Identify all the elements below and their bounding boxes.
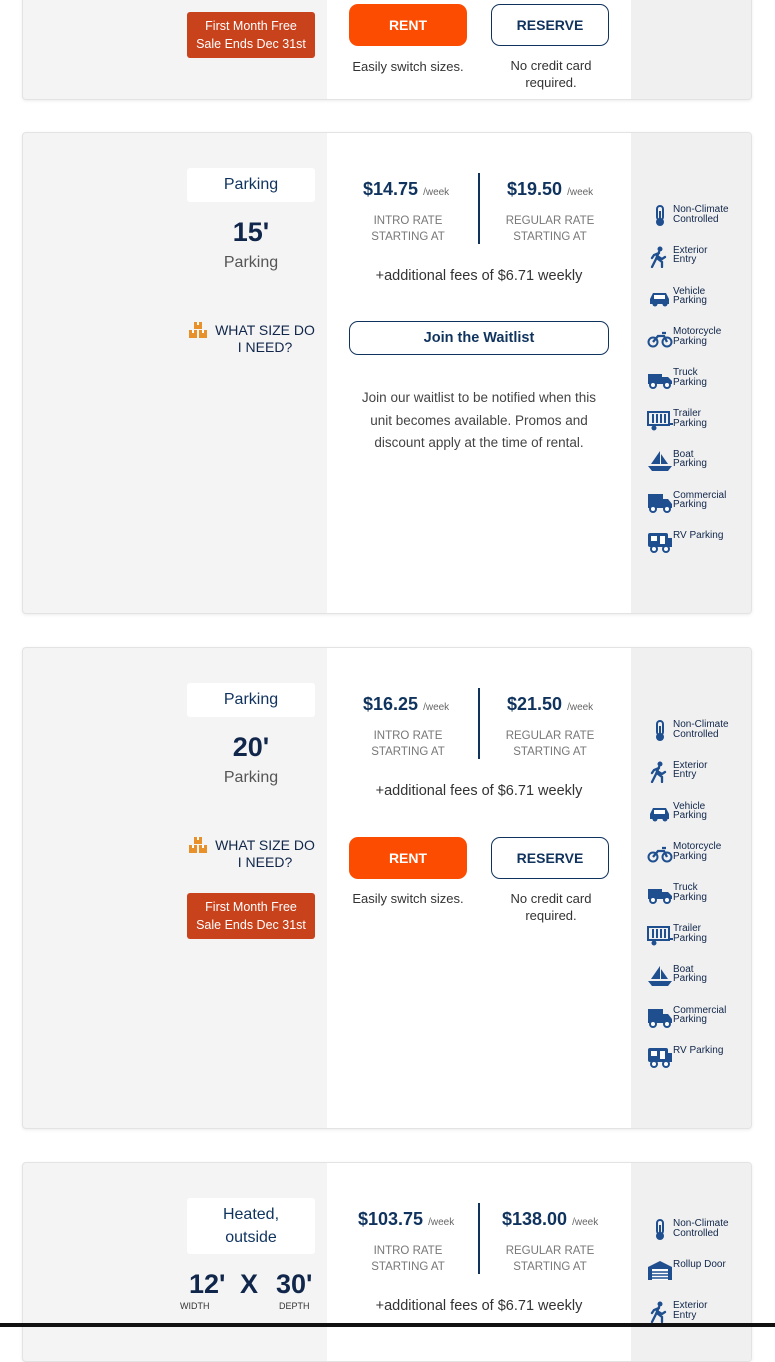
feature-rollup-door [647, 1256, 747, 1286]
promo-badge [187, 12, 315, 58]
feature-label: Motorcycle Parking [673, 841, 722, 862]
features-column [631, 648, 751, 1128]
rollup-door-icon [647, 1260, 673, 1282]
unit-size-subtitle: Parking [223, 769, 279, 786]
feature-boat [647, 961, 747, 991]
what-size-text: WHAT SIZE DO I NEED? [215, 837, 315, 870]
feature-motorcycle [647, 323, 747, 353]
feature-label: Non-Climate Controlled [673, 719, 729, 740]
unit-card-2 [22, 647, 752, 1129]
rent-button[interactable]: RENT [349, 4, 467, 46]
boxes-icon [189, 322, 207, 338]
additional-fees: +additional fees of $6.71 weekly [375, 1298, 583, 1314]
promo-line-1: First Month Free [205, 900, 297, 914]
regular-price: $21.50 /week [507, 694, 594, 714]
truck-icon [647, 368, 673, 390]
feature-commercial-truck [647, 1002, 747, 1032]
feature-label: Vehicle Parking [673, 800, 707, 822]
feature-label: Trailer Parking [673, 408, 707, 429]
intro-rate-label: INTRO RATE STARTING AT [371, 730, 445, 758]
reserve-note: No credit card required. [510, 58, 592, 90]
feature-label: Exterior Entry [673, 759, 708, 781]
feature-label: Non-Climate Controlled [673, 1218, 729, 1239]
boxes-icon [189, 837, 207, 853]
feature-commercial-truck [647, 487, 747, 517]
feature-boat [647, 446, 747, 476]
walking-person-icon [647, 1301, 673, 1323]
depth-label: DEPTH [279, 1301, 310, 1311]
unit-type-label: Heated, outside [187, 1198, 315, 1254]
trailer-icon [647, 409, 673, 431]
reserve-note: No credit card required. [510, 891, 592, 923]
feature-car [647, 283, 747, 313]
feature-label: Boat Parking [673, 448, 707, 470]
walking-person-icon [647, 246, 673, 268]
regular-rate-label: REGULAR RATE STARTING AT [505, 215, 595, 243]
feature-thermometer [647, 716, 747, 746]
additional-fees: +additional fees of $6.71 weekly [375, 268, 583, 284]
rent-note: Easily switch sizes. [352, 891, 464, 906]
motorcycle-icon [647, 327, 673, 349]
feature-trailer [647, 920, 747, 950]
price-divider [478, 1203, 480, 1274]
intro-rate-label: INTRO RATE STARTING AT [371, 215, 445, 243]
feature-label: Truck Parking [673, 367, 707, 388]
commercial-truck-icon [647, 491, 673, 513]
feature-label: Commercial Parking [673, 489, 727, 511]
regular-rate-label: REGULAR RATE STARTING AT [505, 1245, 595, 1273]
thermometer-icon [647, 1219, 673, 1241]
feature-label: Truck Parking [673, 882, 707, 903]
feature-label: RV Parking [673, 1045, 724, 1057]
intro-price: $14.75 /week [363, 179, 450, 199]
car-icon [647, 802, 673, 824]
boat-icon [647, 965, 673, 987]
promo-line-2: Sale Ends Dec 31st [196, 37, 306, 51]
unit-type-label: Parking [187, 683, 315, 717]
intro-price: $103.75 /week [358, 1209, 455, 1229]
motorcycle-icon [647, 842, 673, 864]
bottom-edge [0, 1323, 775, 1327]
features-column [631, 1163, 751, 1361]
rv-icon [647, 1046, 673, 1068]
regular-price: $138.00 /week [502, 1209, 599, 1229]
feature-truck [647, 364, 747, 394]
intro-rate-label: INTRO RATE STARTING AT [371, 1245, 445, 1273]
feature-rv [647, 1042, 747, 1072]
unit-type-label: Parking [187, 168, 315, 202]
price-divider [478, 688, 480, 759]
waitlist-note: Join our waitlist to be notified when this unit becomes available. Promos and discount apply at the time of rental. [361, 390, 597, 450]
rent-button[interactable]: RENT [349, 837, 467, 879]
feature-rv [647, 527, 747, 557]
width-label: WIDTH [180, 1301, 210, 1311]
price-divider [478, 173, 480, 244]
feature-thermometer [647, 1215, 747, 1245]
reserve-button[interactable]: RESERVE [491, 837, 609, 879]
feature-car [647, 798, 747, 828]
features-column [631, 0, 751, 99]
feature-label: Boat Parking [673, 963, 707, 985]
feature-label: Exterior Entry [673, 244, 708, 266]
feature-label: Exterior Entry [673, 1300, 708, 1321]
feature-label: Vehicle Parking [673, 285, 707, 307]
promo-badge [187, 893, 315, 939]
unit-card-1 [22, 132, 752, 614]
walking-person-icon [647, 761, 673, 783]
feature-label: Non-Climate Controlled [673, 204, 729, 225]
feature-thermometer [647, 201, 747, 231]
car-icon [647, 287, 673, 309]
commercial-truck-icon [647, 1006, 673, 1028]
dimension-separator: X [240, 1269, 259, 1299]
unit-size: 20' [232, 732, 270, 762]
unit-size: 15' [232, 217, 270, 247]
regular-price: $19.50 /week [507, 179, 594, 199]
feature-walking-person [647, 757, 747, 787]
unit-size-subtitle: Parking [223, 254, 279, 271]
thermometer-icon [647, 720, 673, 742]
thermometer-icon [647, 205, 673, 227]
unit-card-0 [22, 0, 752, 100]
promo-line-2: Sale Ends Dec 31st [196, 918, 306, 932]
rent-note: Easily switch sizes. [352, 59, 464, 74]
additional-fees: +additional fees of $6.71 weekly [375, 783, 583, 799]
intro-price: $16.25 /week [363, 694, 450, 714]
reserve-button[interactable]: RESERVE [491, 4, 609, 46]
feature-walking-person [647, 242, 747, 272]
feature-label: Rollup Door [673, 1259, 726, 1270]
what-size-text: WHAT SIZE DO I NEED? [215, 322, 315, 355]
rv-icon [647, 531, 673, 553]
feature-label: RV Parking [673, 530, 724, 542]
feature-label: Trailer Parking [673, 923, 707, 944]
regular-rate-label: REGULAR RATE STARTING AT [505, 730, 595, 758]
boat-icon [647, 450, 673, 472]
trailer-icon [647, 924, 673, 946]
feature-truck [647, 879, 747, 909]
unit-width: 12' [189, 1269, 226, 1299]
feature-motorcycle [647, 838, 747, 868]
unit-card-3 [22, 1162, 752, 1362]
join-waitlist-button[interactable]: Join the Waitlist [349, 321, 609, 355]
truck-icon [647, 883, 673, 905]
feature-trailer [647, 405, 747, 435]
feature-label: Commercial Parking [673, 1004, 727, 1026]
features-column [631, 133, 751, 613]
feature-label: Motorcycle Parking [673, 326, 722, 347]
promo-line-1: First Month Free [205, 19, 297, 33]
unit-depth: 30' [276, 1269, 313, 1299]
